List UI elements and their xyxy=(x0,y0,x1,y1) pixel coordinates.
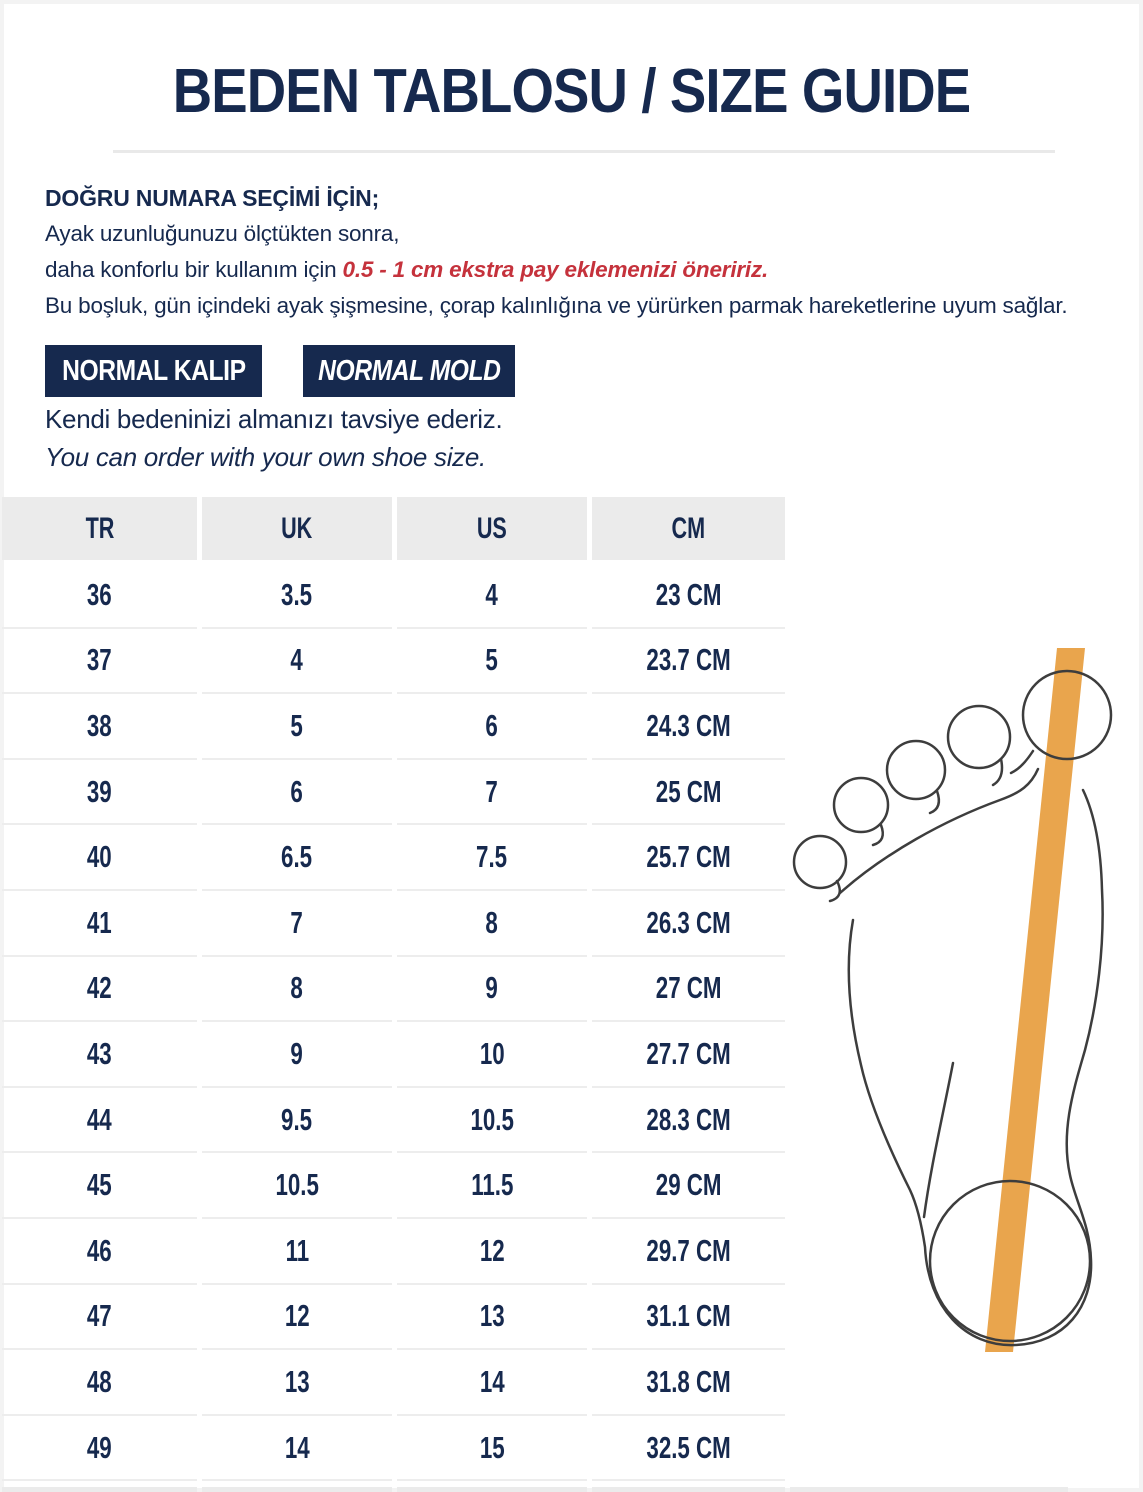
cell-uk-value: 6 xyxy=(290,773,304,809)
cell-cm-value: 24.3 CM xyxy=(646,707,731,743)
cell-cm xyxy=(592,694,785,760)
column-header-uk-label: UK xyxy=(281,511,313,545)
cell-uk-value: 9 xyxy=(290,1035,304,1071)
cell-us xyxy=(397,563,587,629)
badge-normal-mold xyxy=(303,345,515,397)
cell-tr xyxy=(2,891,197,957)
column-header-cm-label: CM xyxy=(671,511,706,545)
cell-uk-value: 8 xyxy=(290,970,304,1006)
table-row xyxy=(2,825,785,891)
sliver-segment xyxy=(202,1487,392,1492)
cell-cm-value: 27.7 CM xyxy=(646,1035,731,1071)
column-header-us-label: US xyxy=(476,511,508,545)
cell-cm xyxy=(592,1088,785,1154)
sliver-segment xyxy=(592,1487,785,1492)
recommendation-en: You can order with your own shoe size. xyxy=(45,442,486,472)
cell-uk xyxy=(202,1285,392,1351)
cell-tr xyxy=(2,1153,197,1219)
cell-us xyxy=(397,1285,587,1351)
cell-cm xyxy=(592,760,785,826)
cell-uk xyxy=(202,957,392,1023)
table-row xyxy=(2,694,785,760)
cell-us-value: 15 xyxy=(479,1429,505,1465)
cell-tr-value: 36 xyxy=(87,576,112,612)
cell-uk-value: 9.5 xyxy=(281,1101,313,1137)
cell-cm xyxy=(592,1022,785,1088)
cell-cm-value: 32.5 CM xyxy=(646,1429,731,1465)
cell-uk-value: 7 xyxy=(290,904,304,940)
cell-uk-value: 5 xyxy=(290,707,304,743)
cell-us xyxy=(397,957,587,1023)
cell-us-value: 4 xyxy=(485,576,499,612)
cell-us xyxy=(397,1219,587,1285)
cell-uk xyxy=(202,760,392,826)
cell-uk-value: 4 xyxy=(290,642,304,678)
cell-uk xyxy=(202,1022,392,1088)
column-header-uk xyxy=(202,497,392,560)
page-title: BEDEN TABLOSU / SIZE GUIDE xyxy=(172,57,971,126)
cell-tr xyxy=(2,1416,197,1482)
cell-us xyxy=(397,1088,587,1154)
cell-uk xyxy=(202,1088,392,1154)
cell-uk xyxy=(202,825,392,891)
cell-cm xyxy=(592,1285,785,1351)
cell-cm xyxy=(592,825,785,891)
column-header-us xyxy=(397,497,587,560)
cell-tr-value: 46 xyxy=(87,1232,112,1268)
cell-tr-value: 37 xyxy=(87,642,112,678)
cell-tr xyxy=(2,1022,197,1088)
measuring-line xyxy=(985,648,1085,1352)
cell-tr xyxy=(2,825,197,891)
cell-us-value: 13 xyxy=(479,1298,505,1334)
cell-tr-value: 41 xyxy=(87,904,112,940)
cell-us xyxy=(397,1153,587,1219)
cell-tr-value: 47 xyxy=(87,1298,112,1334)
cell-uk-value: 6.5 xyxy=(281,839,313,875)
cell-tr xyxy=(2,694,197,760)
cell-us-value: 12 xyxy=(479,1232,505,1268)
table-row xyxy=(2,1022,785,1088)
cell-tr-value: 45 xyxy=(87,1167,112,1203)
cell-tr xyxy=(2,1350,197,1416)
cell-cm xyxy=(592,1416,785,1482)
table-row xyxy=(2,760,785,826)
size-table xyxy=(2,497,785,1481)
size-table-header xyxy=(2,497,785,560)
cell-tr xyxy=(2,760,197,826)
cell-tr xyxy=(2,1285,197,1351)
cell-cm-value: 31.8 CM xyxy=(646,1363,731,1399)
cell-cm-value: 23 CM xyxy=(655,576,722,612)
cell-cm-value: 25 CM xyxy=(655,773,722,809)
cell-us xyxy=(397,629,587,695)
badge-normal-kalip-label: NORMAL KALIP xyxy=(61,354,246,387)
cell-uk xyxy=(202,1350,392,1416)
sliver-segment xyxy=(397,1487,587,1492)
cell-tr-value: 49 xyxy=(87,1429,112,1465)
instructions-line2-highlight: 0.5 - 1 cm ekstra pay eklemenizi öneririz. xyxy=(342,257,769,282)
cell-us xyxy=(397,694,587,760)
badge-normal-kalip xyxy=(45,345,262,397)
cell-cm-value: 23.7 CM xyxy=(646,642,731,678)
cell-us xyxy=(397,1022,587,1088)
table-row xyxy=(2,1088,785,1154)
cell-uk xyxy=(202,1153,392,1219)
table-row xyxy=(2,1153,785,1219)
size-table-body xyxy=(2,563,785,1481)
cell-cm-value: 29.7 CM xyxy=(646,1232,731,1268)
cell-tr-value: 44 xyxy=(87,1101,112,1137)
table-row xyxy=(2,1219,785,1285)
instructions-heading: DOĞRU NUMARA SEÇİMİ İÇİN; xyxy=(45,185,380,211)
cell-us xyxy=(397,891,587,957)
instructions-line2-prefix: daha konforlu bir kullanım için xyxy=(45,257,343,282)
cell-uk xyxy=(202,563,392,629)
table-row xyxy=(2,891,785,957)
cell-tr xyxy=(2,957,197,1023)
cell-uk-value: 11 xyxy=(285,1232,309,1268)
cell-us xyxy=(397,1416,587,1482)
cell-cm xyxy=(592,1153,785,1219)
foot-illustration xyxy=(775,635,1143,1365)
cell-us-value: 8 xyxy=(485,904,499,940)
sliver-segment xyxy=(790,1487,1068,1492)
cell-cm xyxy=(592,891,785,957)
cell-uk-value: 14 xyxy=(284,1429,310,1465)
column-header-tr-label: TR xyxy=(85,511,114,545)
cell-cm-value: 28.3 CM xyxy=(646,1101,731,1137)
table-row xyxy=(2,957,785,1023)
cell-uk xyxy=(202,1416,392,1482)
cell-tr-value: 40 xyxy=(87,839,112,875)
instructions-line2 xyxy=(45,257,768,283)
cell-cm-value: 29 CM xyxy=(655,1167,722,1203)
cell-tr xyxy=(2,1088,197,1154)
cell-tr-value: 48 xyxy=(87,1363,112,1399)
sliver-segment xyxy=(2,1487,197,1492)
table-row xyxy=(2,1285,785,1351)
foot-outline-icon xyxy=(775,635,1143,1365)
cell-us-value: 7 xyxy=(485,773,499,809)
column-header-cm xyxy=(592,497,785,560)
cell-cm-value: 25.7 CM xyxy=(646,839,731,875)
table-row xyxy=(2,1350,785,1416)
cell-us-value: 10 xyxy=(479,1035,505,1071)
cell-tr-value: 43 xyxy=(87,1035,112,1071)
cell-tr-value: 38 xyxy=(87,707,112,743)
cell-us-value: 9 xyxy=(485,970,499,1006)
cell-cm-value: 27 CM xyxy=(655,970,722,1006)
cell-cm xyxy=(592,1350,785,1416)
cell-us xyxy=(397,1350,587,1416)
cell-cm xyxy=(592,1219,785,1285)
cell-tr-value: 42 xyxy=(87,970,112,1006)
cell-us-value: 6 xyxy=(485,707,499,743)
title-divider xyxy=(113,150,1055,153)
cell-uk-value: 12 xyxy=(284,1298,310,1334)
badge-normal-mold-label: NORMAL MOLD xyxy=(317,354,501,387)
instructions-line3: Bu boşluk, gün içindeki ayak şişmesine, çorap kalınlığına ve yürürken parmak hareketlerine uyum sağlar. xyxy=(45,293,1068,318)
cell-cm-value: 26.3 CM xyxy=(646,904,731,940)
cell-uk xyxy=(202,1219,392,1285)
cell-cm xyxy=(592,629,785,695)
cell-tr xyxy=(2,1219,197,1285)
recommendation-tr: Kendi bedeninizi almanızı tavsiye ederiz. xyxy=(45,404,503,434)
cell-us-value: 10.5 xyxy=(470,1101,514,1137)
cell-us-value: 5 xyxy=(485,642,499,678)
cell-cm xyxy=(592,957,785,1023)
table-row xyxy=(2,629,785,695)
cell-cm xyxy=(592,563,785,629)
instructions-line1: Ayak uzunluğunuzu ölçtükten sonra, xyxy=(45,221,400,246)
cell-us xyxy=(397,825,587,891)
cell-uk xyxy=(202,891,392,957)
column-header-tr xyxy=(2,497,197,560)
table-row xyxy=(2,1416,785,1482)
table-row xyxy=(2,563,785,629)
cell-us-value: 14 xyxy=(479,1363,505,1399)
cell-uk xyxy=(202,694,392,760)
cell-tr-value: 39 xyxy=(87,773,112,809)
next-table-header-sliver xyxy=(2,1487,1068,1492)
cell-uk-value: 10.5 xyxy=(275,1167,319,1203)
cell-us xyxy=(397,760,587,826)
cell-uk-value: 13 xyxy=(284,1363,310,1399)
cell-us-value: 7.5 xyxy=(476,839,508,875)
cell-tr xyxy=(2,563,197,629)
cell-uk xyxy=(202,629,392,695)
cell-tr xyxy=(2,629,197,695)
pinky-toe-outline xyxy=(794,836,846,888)
cell-uk-value: 3.5 xyxy=(281,576,313,612)
fourth-toe-outline xyxy=(834,778,888,832)
cell-us-value: 11.5 xyxy=(470,1167,514,1203)
cell-cm-value: 31.1 CM xyxy=(646,1298,731,1334)
